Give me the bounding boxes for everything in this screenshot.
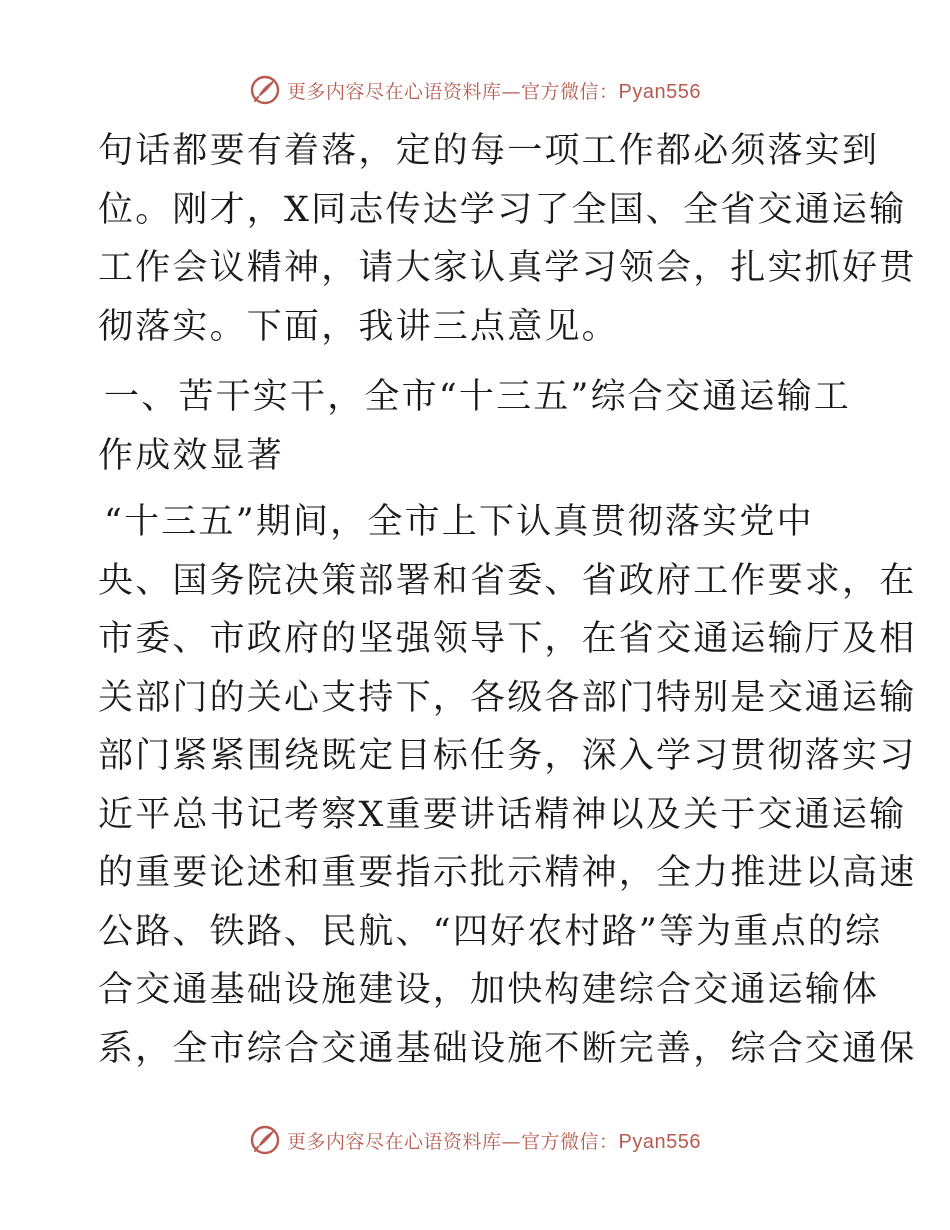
text-line: 的重要论述和重要指示批示精神，全力推进以高速 <box>98 853 917 893</box>
document-body <box>98 122 917 1078</box>
footer-watermark <box>0 1120 950 1160</box>
section-heading-line: 一、苦干实干，全市“十三五”综合交通运输工 <box>104 377 851 417</box>
text-line: 位。刚才，X同志传达学习了全国、全省交通运输 <box>98 189 907 230</box>
watermark-wechat-id: Pyan556 <box>618 1130 701 1153</box>
text-line: 公路、铁路、民航、“四好农村路”等为重点的综 <box>98 911 883 952</box>
text-line: 部门紧紧围绕既定目标任务，深入学习贯彻落实习 <box>98 736 917 776</box>
header-watermark <box>0 70 950 110</box>
watermark-wechat-id: Pyan556 <box>618 80 701 103</box>
section-heading-line: 作成效显著 <box>98 435 285 476</box>
text-line: 关部门的关心支持下，各级各部门特别是交通运输 <box>98 677 917 718</box>
watermark-brand: 更多内容尽在心语资料库—官方微信： <box>287 1130 619 1153</box>
text-line: 彻落实。下面，我讲三点意见。 <box>98 306 619 347</box>
text-line: 合交通基础设施建设，加快构建综合交通运输体 <box>98 970 880 1010</box>
watermark-text <box>287 1127 701 1154</box>
watermark-text <box>287 77 701 104</box>
watermark-brand: 更多内容尽在心语资料库—官方微信： <box>287 80 619 103</box>
text-line: 央、国务院决策部署和省委、省政府工作要求，在 <box>98 560 917 601</box>
text-line: 系，全市综合交通基础设施不断完善，综合交通保 <box>98 1028 917 1069</box>
quill-logo-icon <box>249 74 281 106</box>
text-line: 句话都要有着落，定的每一项工作都必须落实到 <box>98 131 880 171</box>
text-line: “十三五”期间，全市上下认真贯彻落实党中 <box>104 502 814 542</box>
text-line: 市委、市政府的坚强领导下，在省交通运输厅及相 <box>98 619 917 659</box>
text-line: 工作会议精神，请大家认真学习领会，扎实抓好贯 <box>98 248 917 288</box>
quill-logo-icon <box>249 1124 281 1156</box>
text-line: 近平总书记考察X重要讲话精神以及关于交通运输 <box>98 794 907 835</box>
